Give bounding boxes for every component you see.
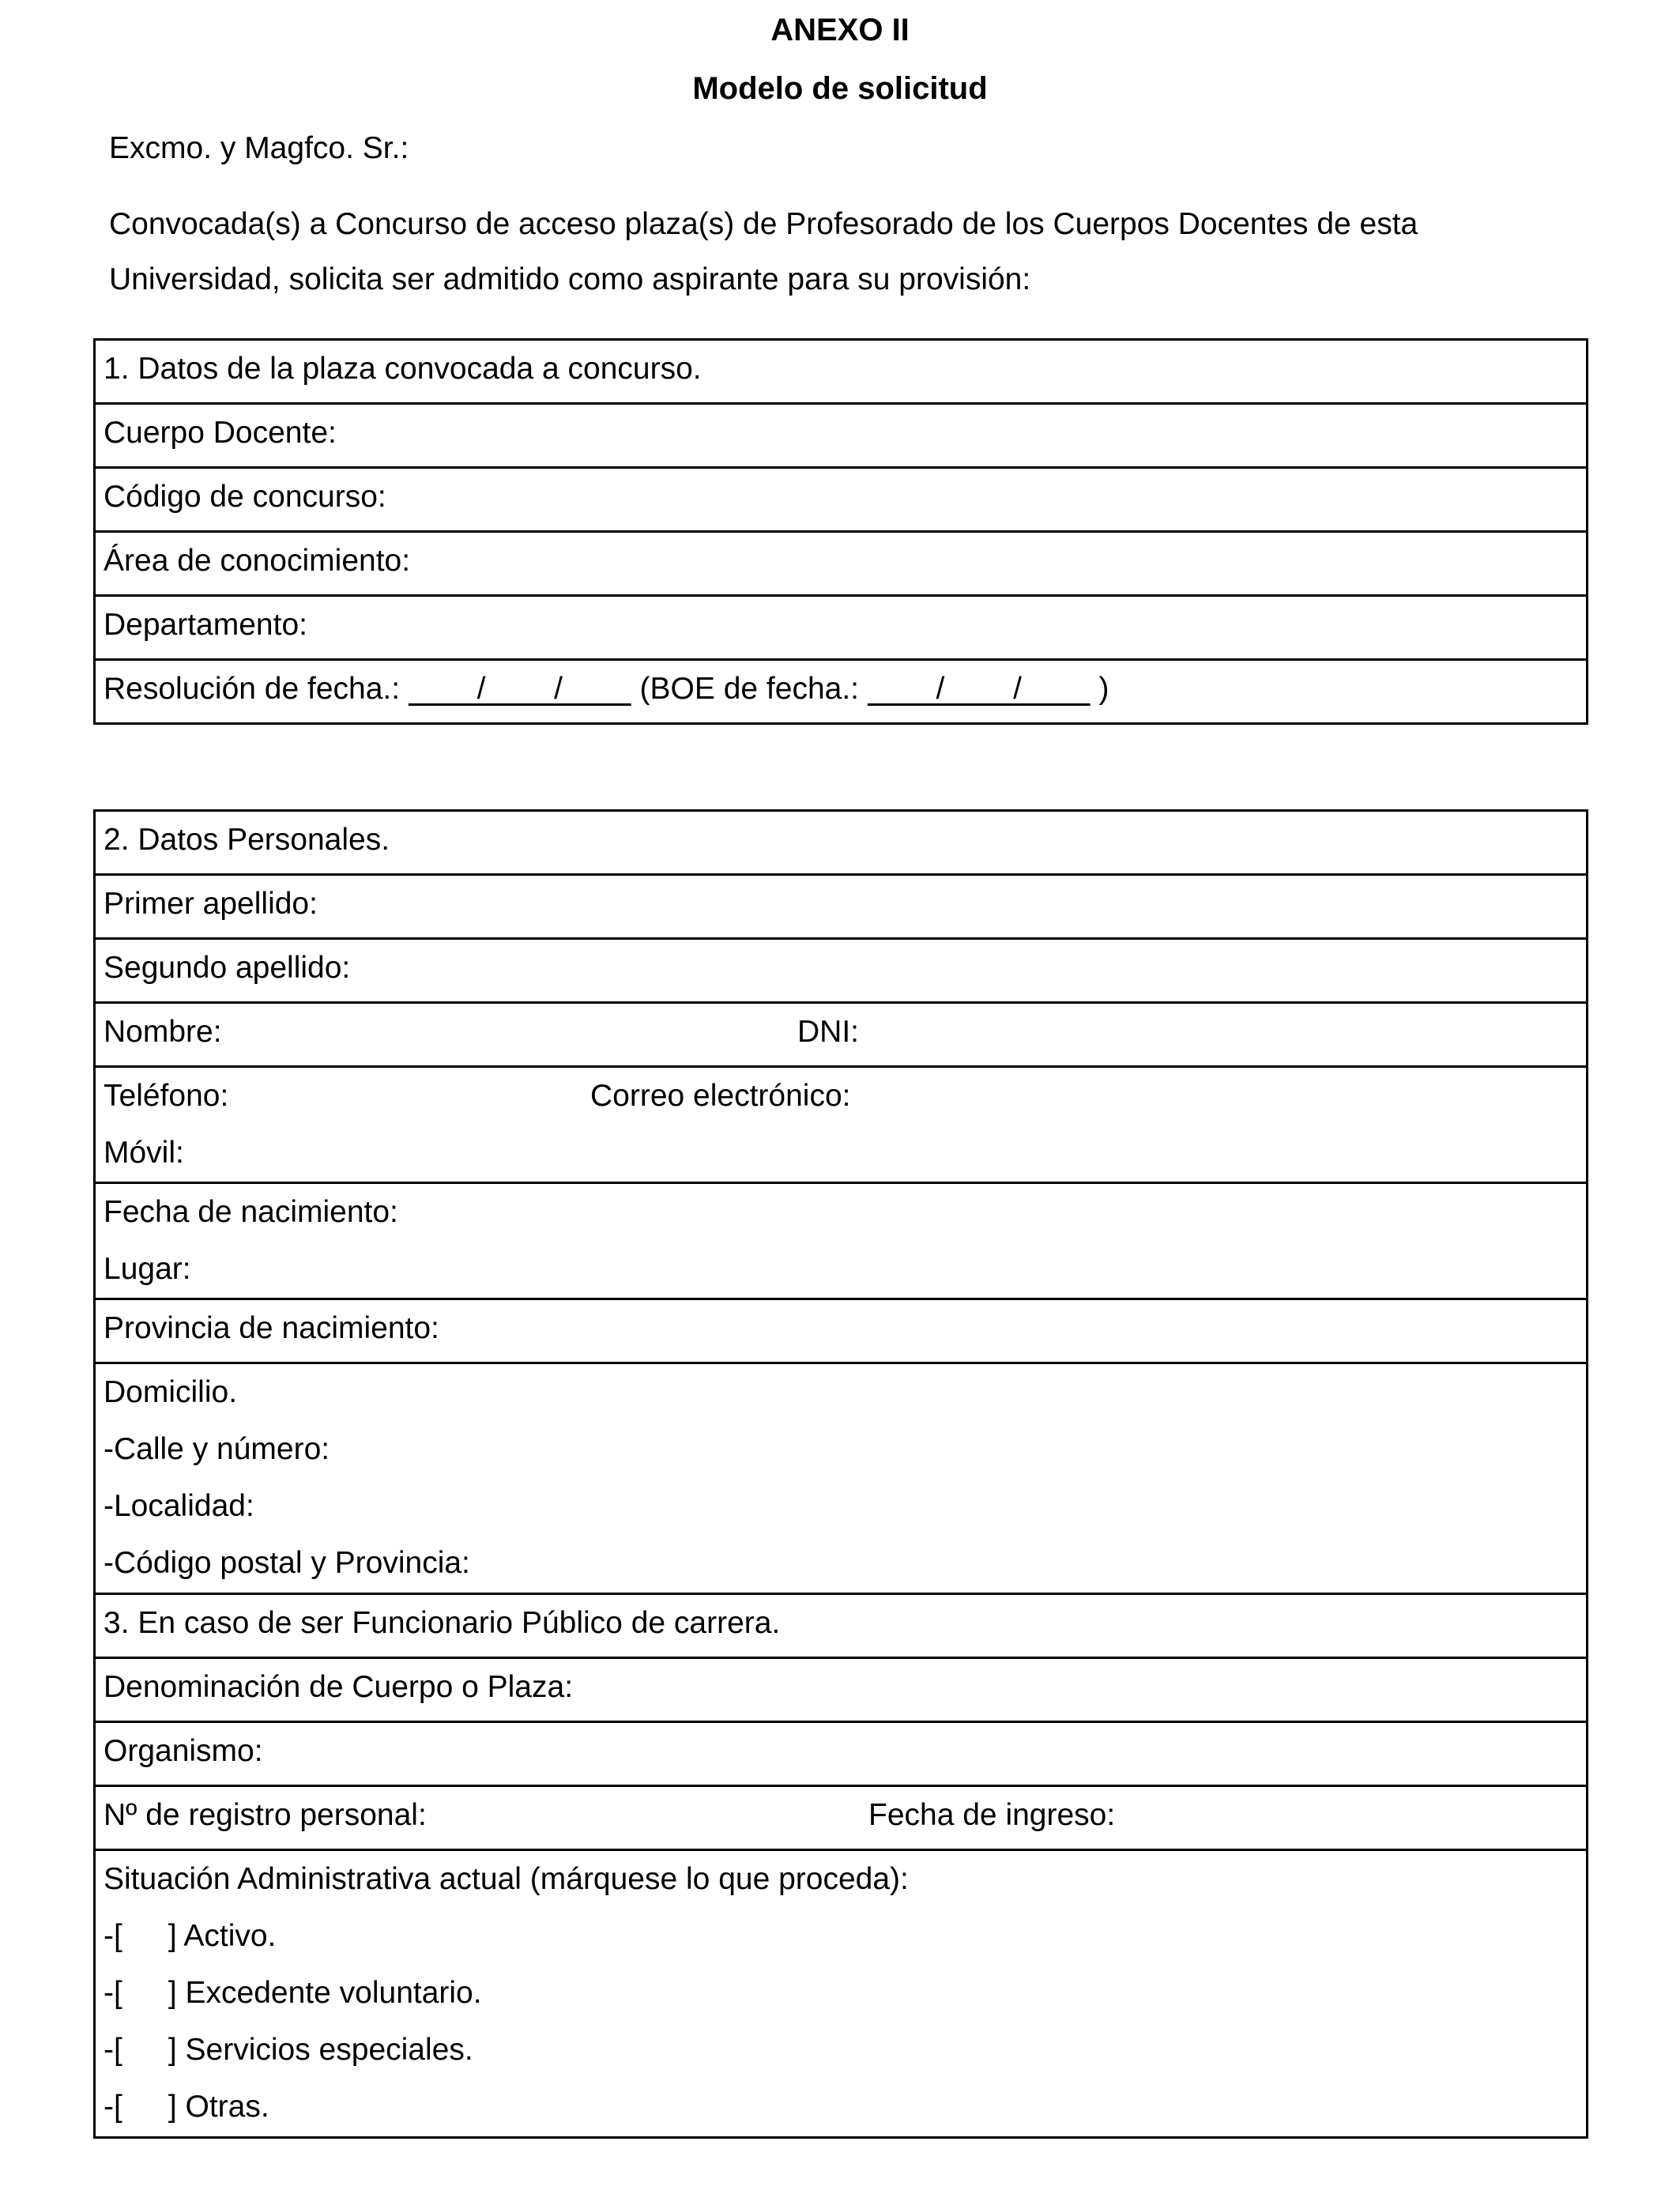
- intro-line-1: Convocada(s) a Concurso de acceso plaza(s) de Profesorado de los Cuerpos Docentes de esta: [109, 207, 1418, 241]
- telefono-field[interactable]: Teléfono:: [104, 1079, 229, 1113]
- document-subtitle: Modelo de solicitud: [692, 71, 988, 106]
- plaza-data-table: [93, 338, 1588, 725]
- checkbox-open: -[: [104, 2090, 122, 2124]
- resolucion-date-blanks: [409, 672, 631, 706]
- checkbox-open: -[: [104, 2033, 122, 2067]
- area-conocimiento-field[interactable]: Área de conocimiento:: [95, 532, 1588, 596]
- option-servicios[interactable]: [104, 2022, 1586, 2079]
- registro-ingreso-row: [95, 1786, 1588, 1850]
- calle-field[interactable]: -Calle y número:: [104, 1432, 330, 1466]
- option-label: Servicios especiales.: [185, 2033, 473, 2067]
- segundo-apellido-field[interactable]: Segundo apellido:: [95, 939, 1588, 1003]
- situacion-label: Situación Administrativa actual (márquese lo que proceda):: [104, 1862, 909, 1896]
- section1-heading: 1. Datos de la plaza convocada a concurso.: [95, 340, 1588, 404]
- date-separator: /: [1013, 672, 1022, 706]
- resolucion-label: Resolución de fecha.:: [104, 672, 401, 706]
- date-separator: /: [936, 672, 945, 706]
- option-activo[interactable]: [104, 1908, 1586, 1965]
- option-excedente[interactable]: [104, 1965, 1586, 2022]
- section3-heading: 3. En caso de ser Funcionario Público de carrera.: [95, 1594, 1588, 1658]
- fecha-nacimiento-field[interactable]: Fecha de nacimiento:: [104, 1195, 398, 1229]
- checkbox-close: ]: [168, 1919, 177, 1953]
- checkbox-close: ]: [168, 1976, 177, 2010]
- intro-line-2: Universidad, solicita ser admitido como aspirante para su provisión:: [109, 262, 1031, 296]
- checkbox-close: ]: [168, 2090, 177, 2124]
- boe-close-paren: ): [1098, 672, 1109, 706]
- domicilio-row: [95, 1363, 1588, 1594]
- departamento-field[interactable]: Departamento:: [95, 596, 1588, 660]
- codigo-postal-field[interactable]: -Código postal y Provincia:: [104, 1546, 470, 1580]
- organismo-field[interactable]: Organismo:: [95, 1722, 1588, 1786]
- codigo-concurso-field[interactable]: Código de concurso:: [95, 468, 1588, 532]
- personal-data-table: [93, 809, 1588, 2139]
- boe-label: (BOE de fecha.:: [639, 672, 859, 706]
- nombre-dni-row: [95, 1003, 1588, 1067]
- provincia-nacimiento-field[interactable]: Provincia de nacimiento:: [95, 1299, 1588, 1363]
- correo-field[interactable]: Correo electrónico:: [590, 1079, 851, 1113]
- salutation: Excmo. y Magfco. Sr.:: [109, 131, 409, 165]
- denominacion-field[interactable]: Denominación de Cuerpo o Plaza:: [95, 1658, 1588, 1722]
- date-separator: /: [477, 672, 486, 706]
- section2-heading: 2. Datos Personales.: [95, 811, 1588, 875]
- contacto-row: [95, 1067, 1588, 1183]
- situacion-row: [95, 1850, 1588, 2138]
- fecha-ingreso-field[interactable]: Fecha de ingreso:: [868, 1798, 1116, 1832]
- document-title: ANEXO II: [770, 13, 910, 47]
- checkbox-open: -[: [104, 1919, 122, 1953]
- option-label: Activo.: [183, 1919, 277, 1953]
- checkbox-open: -[: [104, 1976, 122, 2010]
- nacimiento-row: [95, 1183, 1588, 1299]
- registro-field[interactable]: Nº de registro personal:: [104, 1798, 427, 1832]
- boe-date-blanks: [868, 672, 1090, 706]
- domicilio-label: Domicilio.: [104, 1375, 238, 1409]
- movil-field[interactable]: Móvil:: [104, 1136, 184, 1170]
- lugar-field[interactable]: Lugar:: [104, 1252, 191, 1286]
- option-label: Otras.: [185, 2090, 269, 2124]
- localidad-field[interactable]: -Localidad:: [104, 1489, 254, 1523]
- option-otras[interactable]: [104, 2079, 1586, 2136]
- date-separator: /: [554, 672, 563, 706]
- primer-apellido-field[interactable]: Primer apellido:: [95, 875, 1588, 939]
- resolucion-fecha-field[interactable]: [95, 660, 1588, 724]
- option-label: Excedente voluntario.: [185, 1976, 482, 2010]
- dni-field[interactable]: DNI:: [797, 1015, 859, 1049]
- cuerpo-docente-field[interactable]: Cuerpo Docente:: [95, 404, 1588, 468]
- checkbox-close: ]: [168, 2033, 177, 2067]
- nombre-field[interactable]: Nombre:: [104, 1015, 222, 1049]
